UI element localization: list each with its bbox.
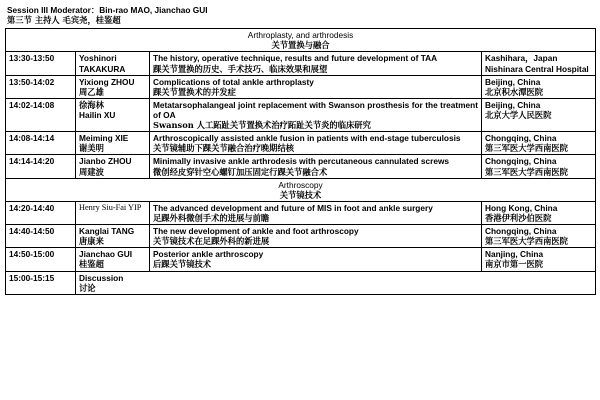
section-header: [6, 29, 596, 52]
speaker-cell: [76, 225, 150, 248]
topic-cell: [150, 75, 482, 98]
speaker-name-zh: 谢美明: [79, 143, 104, 154]
institution-line: Chongqing, China: [485, 133, 557, 144]
institution-cell: [482, 98, 596, 131]
speaker-name-zh: 周建波: [79, 166, 104, 177]
speaker-name: TAKAKURA: [79, 63, 126, 74]
institution-cell: [482, 75, 596, 98]
section-header-row: [6, 29, 596, 52]
topic-zh: 踝关节置换的历史、手术技巧、临床效果和展望: [153, 63, 328, 74]
speaker-cell: [76, 201, 150, 224]
institution-cell: [482, 52, 596, 75]
speaker-cell: [76, 248, 150, 271]
time-cell: 13:30-13:50: [6, 52, 76, 75]
institution-line-zh: 第三军医大学西南医院: [485, 236, 568, 247]
speaker-name-zh: 周乙雄: [79, 86, 104, 97]
schedule-row: [6, 75, 596, 98]
topic-cell: [150, 155, 482, 178]
time-cell: 13:50-14:02: [6, 75, 76, 98]
institution-line-zh: 第三军医大学西南医院: [485, 166, 568, 177]
speaker-cell: [76, 75, 150, 98]
topic-zh: 后踝关节镜技术: [153, 259, 212, 270]
institution-line: Kashihara，Japan: [485, 53, 558, 64]
discussion-label: Discussion: [79, 272, 124, 283]
time-cell: 14:50-15:00: [6, 248, 76, 271]
speaker-name: Kanglai TANG: [79, 226, 135, 237]
institution-line: Nishinara Central Hospital: [485, 63, 589, 74]
speaker-name: Jianchao GUI: [79, 249, 133, 260]
topic-en: The advanced development and future of MIS in foot and ankle surgery: [153, 202, 433, 213]
topic-zh: 足踝外科微创手术的进展与前瞻: [153, 212, 270, 223]
schedule-row: [6, 201, 596, 224]
topic-cell: [150, 98, 482, 131]
speaker-cell: [76, 155, 150, 178]
time-cell: 14:40-14:50: [6, 225, 76, 248]
institution-line-zh: 北京积水潭医院: [485, 86, 544, 97]
topic-cell: [150, 52, 482, 75]
topic-en: Minimally invasive ankle arthrodesis with percutaneous cannulated screws: [153, 156, 450, 167]
time-cell: 15:00-15:15: [6, 271, 76, 294]
topic-cell: [150, 201, 482, 224]
schedule-table: [5, 28, 596, 295]
topic-cell: [150, 225, 482, 248]
speaker-cell: [76, 52, 150, 75]
speaker-name: Yoshinori: [79, 53, 117, 64]
speaker-name-zh: 徐海林: [79, 99, 104, 110]
session-title-en: Session III Moderator：Bin-rao MAO, Jianchao GUI: [7, 5, 208, 15]
topic-en: Posterior ankle arthroscopy: [153, 249, 264, 260]
institution-line: Chongqing, China: [485, 156, 557, 167]
institution-cell: [482, 225, 596, 248]
institution-line-zh: 第三军医大学西南医院: [485, 143, 568, 154]
institution-cell: [482, 155, 596, 178]
schedule-row: [6, 155, 596, 178]
topic-en: The new development of ankle and foot arthroscopy: [153, 226, 359, 237]
time-cell: 14:14-14:20: [6, 155, 76, 178]
institution-line-zh: 北京大学人民医院: [485, 109, 552, 120]
speaker-name: Jianbo ZHOU: [79, 156, 132, 167]
institution-cell: [482, 248, 596, 271]
section-header-row: [6, 178, 596, 201]
institution-cell: [482, 201, 596, 224]
topic-zh: 踝关节置换术的并发症: [153, 86, 236, 97]
section-title-en: Arthroscopy: [278, 179, 323, 190]
topic-zh: Swanson 人工跖趾关节置换术治疗跖趾关节炎的临床研究: [153, 120, 371, 131]
section-title-en: Arthroplasty, and arthrodesis: [247, 30, 354, 41]
speaker-name: Henry Siu-Fai YIP: [79, 202, 142, 212]
speaker-name: Meiming XIE: [79, 133, 129, 144]
topic-cell: [150, 248, 482, 271]
schedule-row: [6, 271, 596, 294]
session-header: [5, 4, 595, 28]
topic-zh: 关节镜辅助下踝关节融合治疗晚期结核: [153, 143, 295, 154]
speaker-cell: [76, 132, 150, 155]
topic-zh: 微创经皮穿针空心螺钉加压固定行踝关节融合术: [153, 166, 328, 177]
institution-line: Hong Kong, China: [485, 202, 558, 213]
schedule-row: [6, 98, 596, 131]
speaker-name-zh: 桂鉴超: [79, 259, 104, 270]
schedule-row: [6, 225, 596, 248]
institution-line: Chongqing, China: [485, 226, 557, 237]
schedule-row: [6, 248, 596, 271]
program-page: [5, 4, 595, 295]
time-cell: 14:08-14:14: [6, 132, 76, 155]
institution-cell: [482, 132, 596, 155]
institution-line: Beijing, China: [485, 99, 541, 110]
speaker-name: Hailin XU: [79, 109, 116, 120]
topic-en: The history, operative technique, results and future development of TAA: [153, 53, 438, 64]
topic-en: Complications of total ankle arthroplasty: [153, 76, 314, 87]
topic-en: Arthroscopically assisted ankle fusion in patients with end-stage tuberculosis: [153, 133, 461, 144]
schedule-row: [6, 132, 596, 155]
schedule-row: [6, 52, 596, 75]
time-cell: 14:02-14:08: [6, 98, 76, 131]
institution-line-zh: 南京市第一医院: [485, 259, 544, 270]
speaker-name-zh: 唐康来: [79, 236, 104, 247]
topic-cell: [150, 132, 482, 155]
section-title-zh: 关节镜技术: [279, 189, 322, 200]
institution-line-zh: 香港伊利沙伯医院: [485, 212, 552, 223]
section-header: [6, 178, 596, 201]
session-title-zh: 第三节 主持人 毛宾尧，桂鉴超: [7, 15, 121, 26]
speaker-cell: [76, 98, 150, 131]
section-title-zh: 关节置换与融合: [271, 40, 330, 51]
speaker-name: Yixiong ZHOU: [79, 76, 135, 87]
discussion-label-zh: 讨论: [79, 282, 96, 293]
topic-en: Metatarsophalangeal joint replacement with Swanson prosthesis for the treatment of OA: [153, 99, 478, 120]
institution-line: Beijing, China: [485, 76, 541, 87]
institution-line: Nanjing, China: [485, 249, 544, 260]
topic-zh: 关节镜技术在足踝外科的新进展: [153, 236, 270, 247]
discussion-cell: [76, 271, 596, 294]
time-cell: 14:20-14:40: [6, 201, 76, 224]
